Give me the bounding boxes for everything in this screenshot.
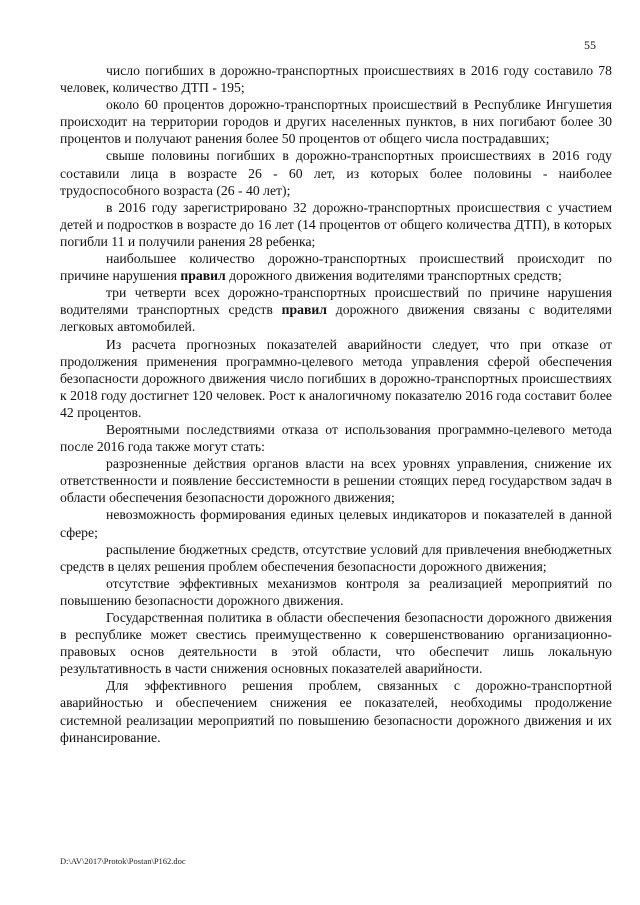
text-run: дорожного движения водителями транспортных средств; xyxy=(225,268,562,284)
text-run: свыше половины погибших в дорожно-транспортных происшествиях в 2016 году составили лица в возрасте 26 - 60 лет, из которых более половины - наиболее трудоспособного возраста (26 - 40 лет); xyxy=(60,148,612,198)
text-run: в 2016 году зарегистрировано 32 дорожно-транспортных происшествия с участием детей и подростков в возрасте до 16 лет (14 процентов от общего количества ДТП), в которых погибли 11 и получили ранения 28 ребенка; xyxy=(60,199,612,249)
text-run: Государственная политика в области обеспечения безопасности дорожного движения в республике может свестись преимущественно к совершенствованию организационно-правовых основ деятельности в этой области, что обеспечит лишь локальную результативность в части снижения основных показателей аварийности. xyxy=(60,610,612,677)
paragraph xyxy=(60,250,612,284)
paragraph xyxy=(60,506,612,540)
text-run: распыление бюджетных средств, отсутствие условий для привлечения внебюджетных средств в целях решения проблем обеспечения безопасности дорожного движения; xyxy=(60,541,612,574)
paragraph xyxy=(60,455,612,506)
text-run: число погибших в дорожно-транспортных происшествиях в 2016 году составило 78 человек, количество ДТП - 195; xyxy=(60,63,612,96)
text-run: Из расчета прогнозных показателей аварийности следует, что при отказе от продолжения применения программно-целевого метода управления сферой обеспечения безопасности дорожного движения число погибших в дорожно-транспортных происшествиях к 2018 году достигнет 120 человек. Рост к аналогичному показателю 2016 года составит более 42 процентов. xyxy=(60,336,612,420)
paragraph xyxy=(60,677,612,745)
text-run: дорожного движения связаны с водителями легковых автомобилей. xyxy=(60,302,612,335)
paragraph xyxy=(60,609,612,677)
text-run: отсутствие эффективных механизмов контроля за реализацией мероприятий по повышению безопасности дорожного движения. xyxy=(60,575,612,608)
paragraph xyxy=(60,96,612,147)
text-run: три четверти всех дорожно-транспортных происшествий по причине нарушения водителями транспортных средств xyxy=(60,285,612,318)
paragraph xyxy=(60,284,612,335)
paragraph xyxy=(60,421,612,455)
paragraph xyxy=(60,541,612,575)
paragraph xyxy=(60,336,612,421)
bold-text-run: правил xyxy=(180,268,226,284)
paragraph xyxy=(60,62,612,96)
text-run: Для эффективного решения проблем, связанных с дорожно-транспортной аварийностью и обеспечением снижения ее показателей, необходимы продолжение системной реализации мероприятий по повышению безопасности дорожного движения и их финансирование. xyxy=(60,678,612,745)
text-run: около 60 процентов дорожно-транспортных происшествий в Республике Ингушетия происходит на территории городов и других населенных пунктов, в них погибают более 30 процентов и получают ранения более 50 процентов от общего числа пострадавших; xyxy=(60,97,612,147)
paragraph xyxy=(60,199,612,250)
paragraph xyxy=(60,575,612,609)
text-run: Вероятными последствиями отказа от использования программно-целевого метода после 2016 года также могут стать: xyxy=(60,421,612,455)
paragraph xyxy=(60,147,612,198)
text-run: разрозненные действия органов власти на всех уровнях управления, снижение их ответственности и появление бессистемности в решении стоящих перед государством задач в области обеспечения безопасности дорожного движения; xyxy=(60,456,612,506)
page-number: 55 xyxy=(584,38,596,52)
footer-file-path: D:\AV\2017\Protok\Postan\P162.doc xyxy=(60,856,186,866)
text-run: невозможность формирования единых целевых индикаторов и показателей в данной сфере; xyxy=(60,507,612,540)
text-run: наибольшее количество дорожно-транспортных происшествий происходит по причине нарушения xyxy=(60,251,612,284)
bold-text-run: правил xyxy=(281,302,327,318)
document-body xyxy=(60,62,612,746)
